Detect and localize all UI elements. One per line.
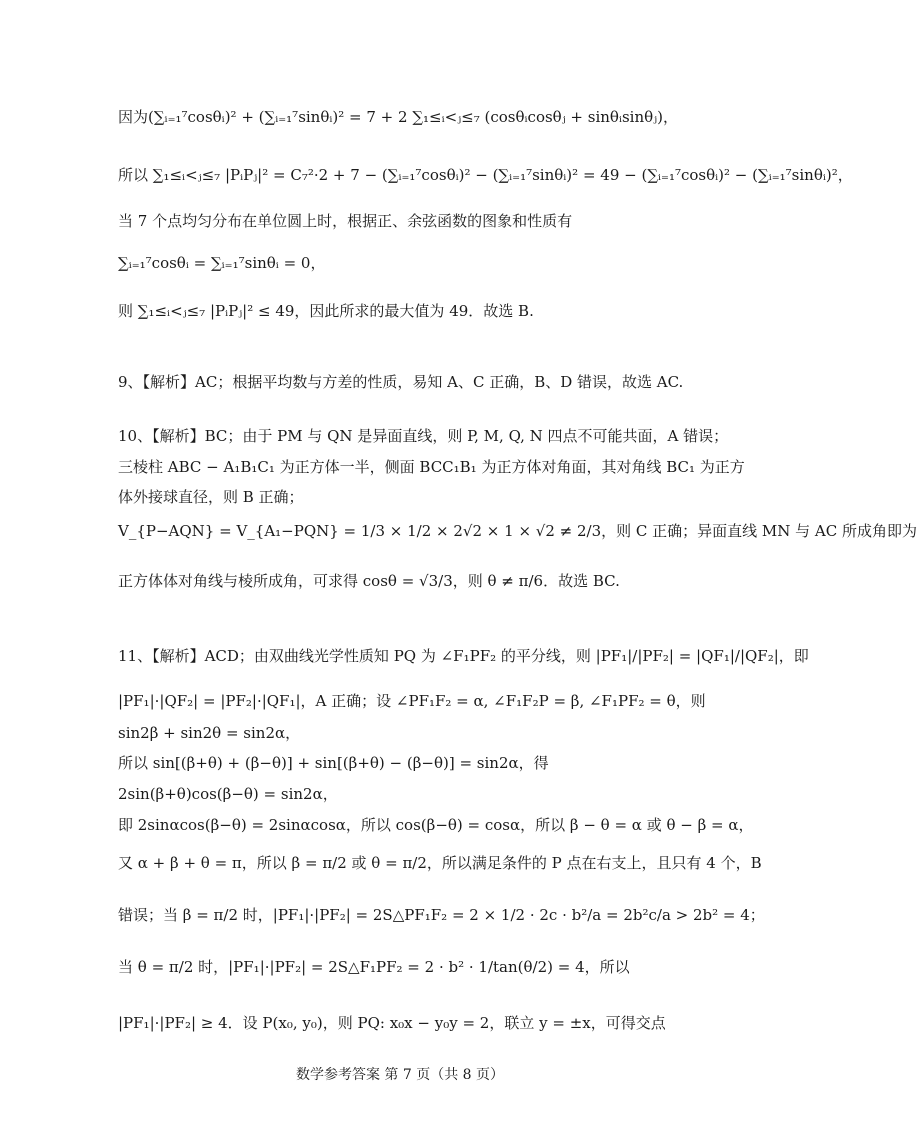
answer-11-line-7: 又 α + β + θ = π，所以 β = π/2 或 θ = π/2，所以满足条件的 P 点在右支上，且只有 4 个，B: [118, 854, 762, 872]
answer-11-line-4: 所以 sin[(β+θ) + (β−θ)] + sin[(β+θ) − (β−θ)] = sin2α，得: [118, 754, 549, 772]
text-line-3: 当 7 个点均匀分布在单位圆上时，根据正、余弦函数的图象和性质有: [118, 212, 573, 230]
text-line-5: 则 ∑₁≤ᵢ<ⱼ≤₇ |PᵢPⱼ|² ≤ 49，因此所求的最大值为 49．故选 B.: [118, 302, 534, 320]
text-line-2: 所以 ∑₁≤ᵢ<ⱼ≤₇ |PᵢPⱼ|² = C₇²·2 + 7 − (∑ᵢ₌₁⁷cosθᵢ)² − (∑ᵢ₌₁⁷sinθᵢ)² = 49 − (∑ᵢ₌₁⁷cosθᵢ)² − (∑ᵢ₌₁⁷sinθᵢ)²，: [118, 166, 853, 184]
answer-10-line-5: 正方体体对角线与棱所成角，可求得 cosθ = √3/3，则 θ ≠ π/6．故选 BC.: [118, 572, 620, 590]
answer-11-line-1: 11、【解析】ACD；由双曲线光学性质知 PQ 为 ∠F₁PF₂ 的平分线，则 |PF₁|/|PF₂| = |QF₁|/|QF₂|，即: [118, 647, 809, 665]
answer-11-line-2: |PF₁|·|QF₂| = |PF₂|·|QF₁|，A 正确；设 ∠PF₁F₂ = α, ∠F₁F₂P = β, ∠F₁PF₂ = θ，则: [118, 692, 706, 710]
answer-10-line-1: 10、【解析】BC；由于 PM 与 QN 是异面直线，则 P, M, Q, N 四点不可能共面，A 错误；: [118, 427, 729, 445]
answer-10-line-2: 三棱柱 ABC − A₁B₁C₁ 为正方体一半，侧面 BCC₁B₁ 为正方体对角面，其对角线 BC₁ 为正方: [118, 458, 745, 476]
page-footer: 数学参考答案 第 7 页（共 8 页）: [295, 1067, 505, 1083]
answer-11-line-9: 当 θ = π/2 时，|PF₁|·|PF₂| = 2S△F₁PF₂ = 2 · b² · 1/tan(θ/2) = 4，所以: [118, 958, 630, 976]
text-line-4: ∑ᵢ₌₁⁷cosθᵢ = ∑ᵢ₌₁⁷sinθᵢ = 0，: [118, 254, 326, 272]
answer-11-line-3: sin2β + sin2θ = sin2α，: [118, 724, 301, 742]
answer-9: 9、【解析】AC；根据平均数与方差的性质，易知 A、C 正确，B、D 错误，故选 AC.: [118, 373, 684, 391]
answer-11-line-6: 即 2sinαcos(β−θ) = 2sinαcosα，所以 cos(β−θ) = cosα，所以 β − θ = α 或 θ − β = α，: [118, 816, 754, 834]
answer-11-line-10: |PF₁|·|PF₂| ≥ 4．设 P(x₀, y₀)，则 PQ: x₀x − y₀y = 2，联立 y = ±x，可得交点: [118, 1014, 666, 1032]
answer-10-line-4: V_{P−AQN} = V_{A₁−PQN} = 1/3 × 1/2 × 2√2 × 1 × √2 ≠ 2/3，则 C 正确；异面直线 MN 与 AC 所成角即为: [118, 522, 917, 540]
answer-11-line-5: 2sin(β+θ)cos(β−θ) = sin2α，: [118, 785, 338, 803]
text-line-1: 因为(∑ᵢ₌₁⁷cosθᵢ)² + (∑ᵢ₌₁⁷sinθᵢ)² = 7 + 2 ∑₁≤ᵢ<ⱼ≤₇ (cosθᵢcosθⱼ + sinθᵢsinθⱼ)，: [118, 108, 678, 126]
answer-10-line-3: 体外接球直径，则 B 正确；: [118, 488, 304, 506]
answer-11-line-8: 错误；当 β = π/2 时，|PF₁|·|PF₂| = 2S△PF₁F₂ = 2 × 1/2 · 2c · b²/a = 2b²c/a > 2b² = 4；: [118, 906, 765, 924]
